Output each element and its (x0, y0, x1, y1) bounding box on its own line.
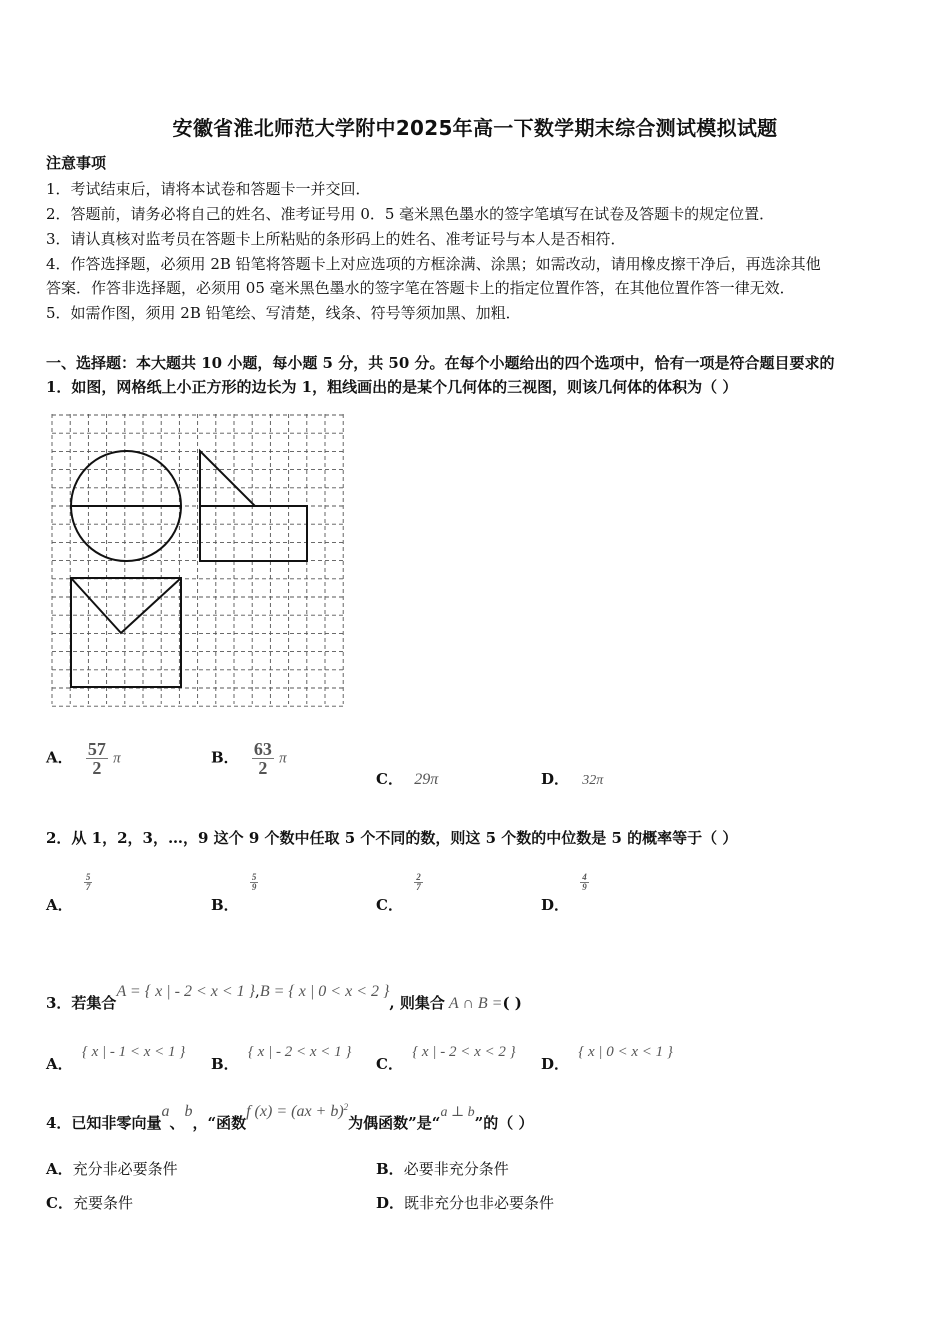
q1-text: 1．如图，网格纸上小正方形的边长为 1，粗线画出的是某个几何体的三视图，则该几何体的体积为（ ） (46, 378, 738, 396)
note-item-3: 3．请认真核对监考员在答题卡上所粘贴的条形码上的姓名、准考证号与本人是否相符． (46, 230, 626, 248)
q1-option-a-label: A． (46, 748, 73, 767)
q2-b-num: 5 (251, 871, 257, 882)
q2-option-d-label: D． (541, 896, 570, 914)
q3-option-a-label: A． (46, 1055, 73, 1073)
q1-b-pi: π (279, 750, 287, 767)
q3-option-b-label: B． (211, 1055, 239, 1073)
q2-d-num: 4 (582, 871, 587, 882)
q1-d-value: 32π (582, 773, 604, 788)
q1-b-num: 63 (253, 739, 272, 759)
q4-option-d[interactable] (376, 1192, 554, 1213)
q4-vector-b: b (184, 1103, 193, 1120)
q2-option-c-label: C． (376, 896, 403, 914)
three-view-figure (50, 414, 350, 709)
q3-comma: , (255, 982, 260, 1000)
section-heading: 一、选择题：本大题共 10 小题，每小题 5 分，共 50 分。在每个小题给出的四个选项中，恰有一项是符合题目要求的 (46, 354, 835, 372)
q1-a-num: 57 (87, 739, 106, 759)
q2-option-b-label: B． (211, 896, 239, 914)
q4-end: ”的（ ） (474, 1114, 534, 1132)
q3-d-value: { x | 0 < x < 1 } (578, 1044, 673, 1060)
q2-d-den: 9 (582, 881, 587, 892)
q4-option-b-text: 必要非充分条件 (403, 1160, 509, 1178)
q4-option-a[interactable] (46, 1158, 178, 1179)
q3-expr: A ∩ B = (448, 995, 503, 1012)
q2-a-num: 5 (85, 871, 91, 882)
q1-option-b-fraction (252, 740, 274, 777)
q4-text (46, 1100, 534, 1132)
q1-a-den: 2 (92, 758, 102, 778)
q4-prefix: 4．已知非零向量 (46, 1114, 162, 1132)
q4-sep: 、 (169, 1114, 185, 1132)
q1-c-value: 29π (414, 771, 439, 788)
q3-option-c-label: C． (376, 1055, 403, 1073)
q3-set-a: A = { x | - 2 < x < 1 } (116, 983, 256, 1000)
q1-option-c[interactable] (376, 768, 438, 789)
note-item-1: 1．考试结束后，请将本试卷和答题卡一并交回． (46, 180, 371, 198)
q2-option-a-label: A． (46, 896, 73, 914)
q4-condition: a ⊥ b (440, 1105, 475, 1120)
q1-option-b-label: B． (211, 748, 239, 767)
q2-option-d-fraction (580, 873, 589, 892)
q3-set-b: B = { x | 0 < x < 2 } (259, 983, 390, 1000)
q2-c-den: 7 (416, 881, 421, 892)
q2-option-b-fraction (250, 873, 259, 892)
top-view-v-lines (71, 578, 181, 633)
q1-option-b[interactable] (211, 740, 287, 777)
note-item-2: 2．答题前，请务必将自己的姓名、准考证号用 0．5 毫米黑色墨水的签字笔填写在试卷及答题卡的规定位置． (46, 205, 775, 223)
q3-option-b[interactable] (211, 1040, 352, 1073)
q3-option-d[interactable] (541, 1040, 673, 1073)
q4-function: f (x) = (ax + b) (246, 1103, 344, 1120)
q3-a-value: { x | - 1 < x < 1 } (81, 1044, 186, 1060)
q1-option-d[interactable] (541, 768, 603, 789)
q2-option-c-fraction (414, 873, 423, 892)
page-title: 安徽省淮北师范大学附中2025年高一下数学期末综合测试模拟试题 (172, 116, 778, 140)
q2-option-a[interactable] (46, 870, 92, 914)
q4-option-d-text: 既非充分也非必要条件 (404, 1194, 555, 1212)
q4-mid2: 为偶函数”是“ (348, 1114, 441, 1132)
q2-c-num: 2 (416, 871, 421, 882)
q3-prefix: 3．若集合 (46, 994, 117, 1012)
q3-option-d-label: D． (541, 1055, 570, 1073)
note-item-4-cont: 答案．作答非选择题，必须用 05 毫米黑色墨水的签字笔在答题卡上的指定位置作答，在其他位置作答一律无效． (46, 279, 795, 297)
note-item-4: 4．作答选择题，必须用 2B 铅笔将答题卡上对应选项的方框涂满、涂黑；如需改动，请用橡皮擦干净后，再选涂其他 (46, 255, 821, 273)
q1-option-d-label: D． (541, 770, 570, 788)
q2-option-b[interactable] (211, 870, 258, 914)
q2-option-a-fraction (84, 873, 93, 892)
q4-option-d-label: D． (376, 1194, 405, 1212)
q2-a-den: 7 (85, 881, 91, 892)
q2-option-c[interactable] (376, 870, 423, 914)
q3-paren: ( ) (502, 994, 522, 1012)
q4-exponent: 2 (343, 1102, 349, 1112)
q3-c-value: { x | - 2 < x < 2 } (412, 1044, 516, 1060)
q3-suffix: , 则集合 (389, 994, 445, 1012)
q4-vector-a: a (161, 1103, 170, 1120)
q1-a-pi: π (113, 750, 121, 767)
q2-text: 2．从 1，2，3，…，9 这个 9 个数中任取 5 个不同的数，则这 5 个数的中位数是 5 的概率等于（ ） (46, 829, 738, 847)
q1-b-den: 2 (258, 758, 268, 778)
q1-option-a[interactable] (46, 740, 121, 777)
q4-option-c-label: C． (46, 1194, 73, 1212)
q3-option-c[interactable] (376, 1040, 516, 1073)
q4-option-a-text: 充分非必要条件 (72, 1160, 178, 1178)
q4-option-b[interactable] (376, 1158, 509, 1179)
notes-heading: 注意事项 (46, 154, 107, 172)
q2-option-d[interactable] (541, 870, 589, 914)
q4-option-b-label: B． (376, 1160, 404, 1178)
q4-option-a-label: A． (46, 1160, 73, 1178)
note-item-5: 5．如需作图，须用 2B 铅笔绘、写清楚，线条、符号等须加黑、加粗． (46, 304, 521, 322)
q1-option-c-label: C． (376, 770, 403, 788)
side-view-triangle (200, 451, 255, 506)
q3-b-value: { x | - 2 < x < 1 } (247, 1044, 352, 1060)
q2-b-den: 9 (251, 881, 257, 892)
q4-option-c[interactable] (46, 1192, 133, 1213)
q3-text (46, 980, 522, 1012)
q1-option-a-fraction (86, 740, 108, 777)
q4-mid1: ，“函数 (192, 1114, 247, 1132)
q4-option-c-text: 充要条件 (72, 1194, 133, 1212)
q3-option-a[interactable] (46, 1040, 186, 1073)
